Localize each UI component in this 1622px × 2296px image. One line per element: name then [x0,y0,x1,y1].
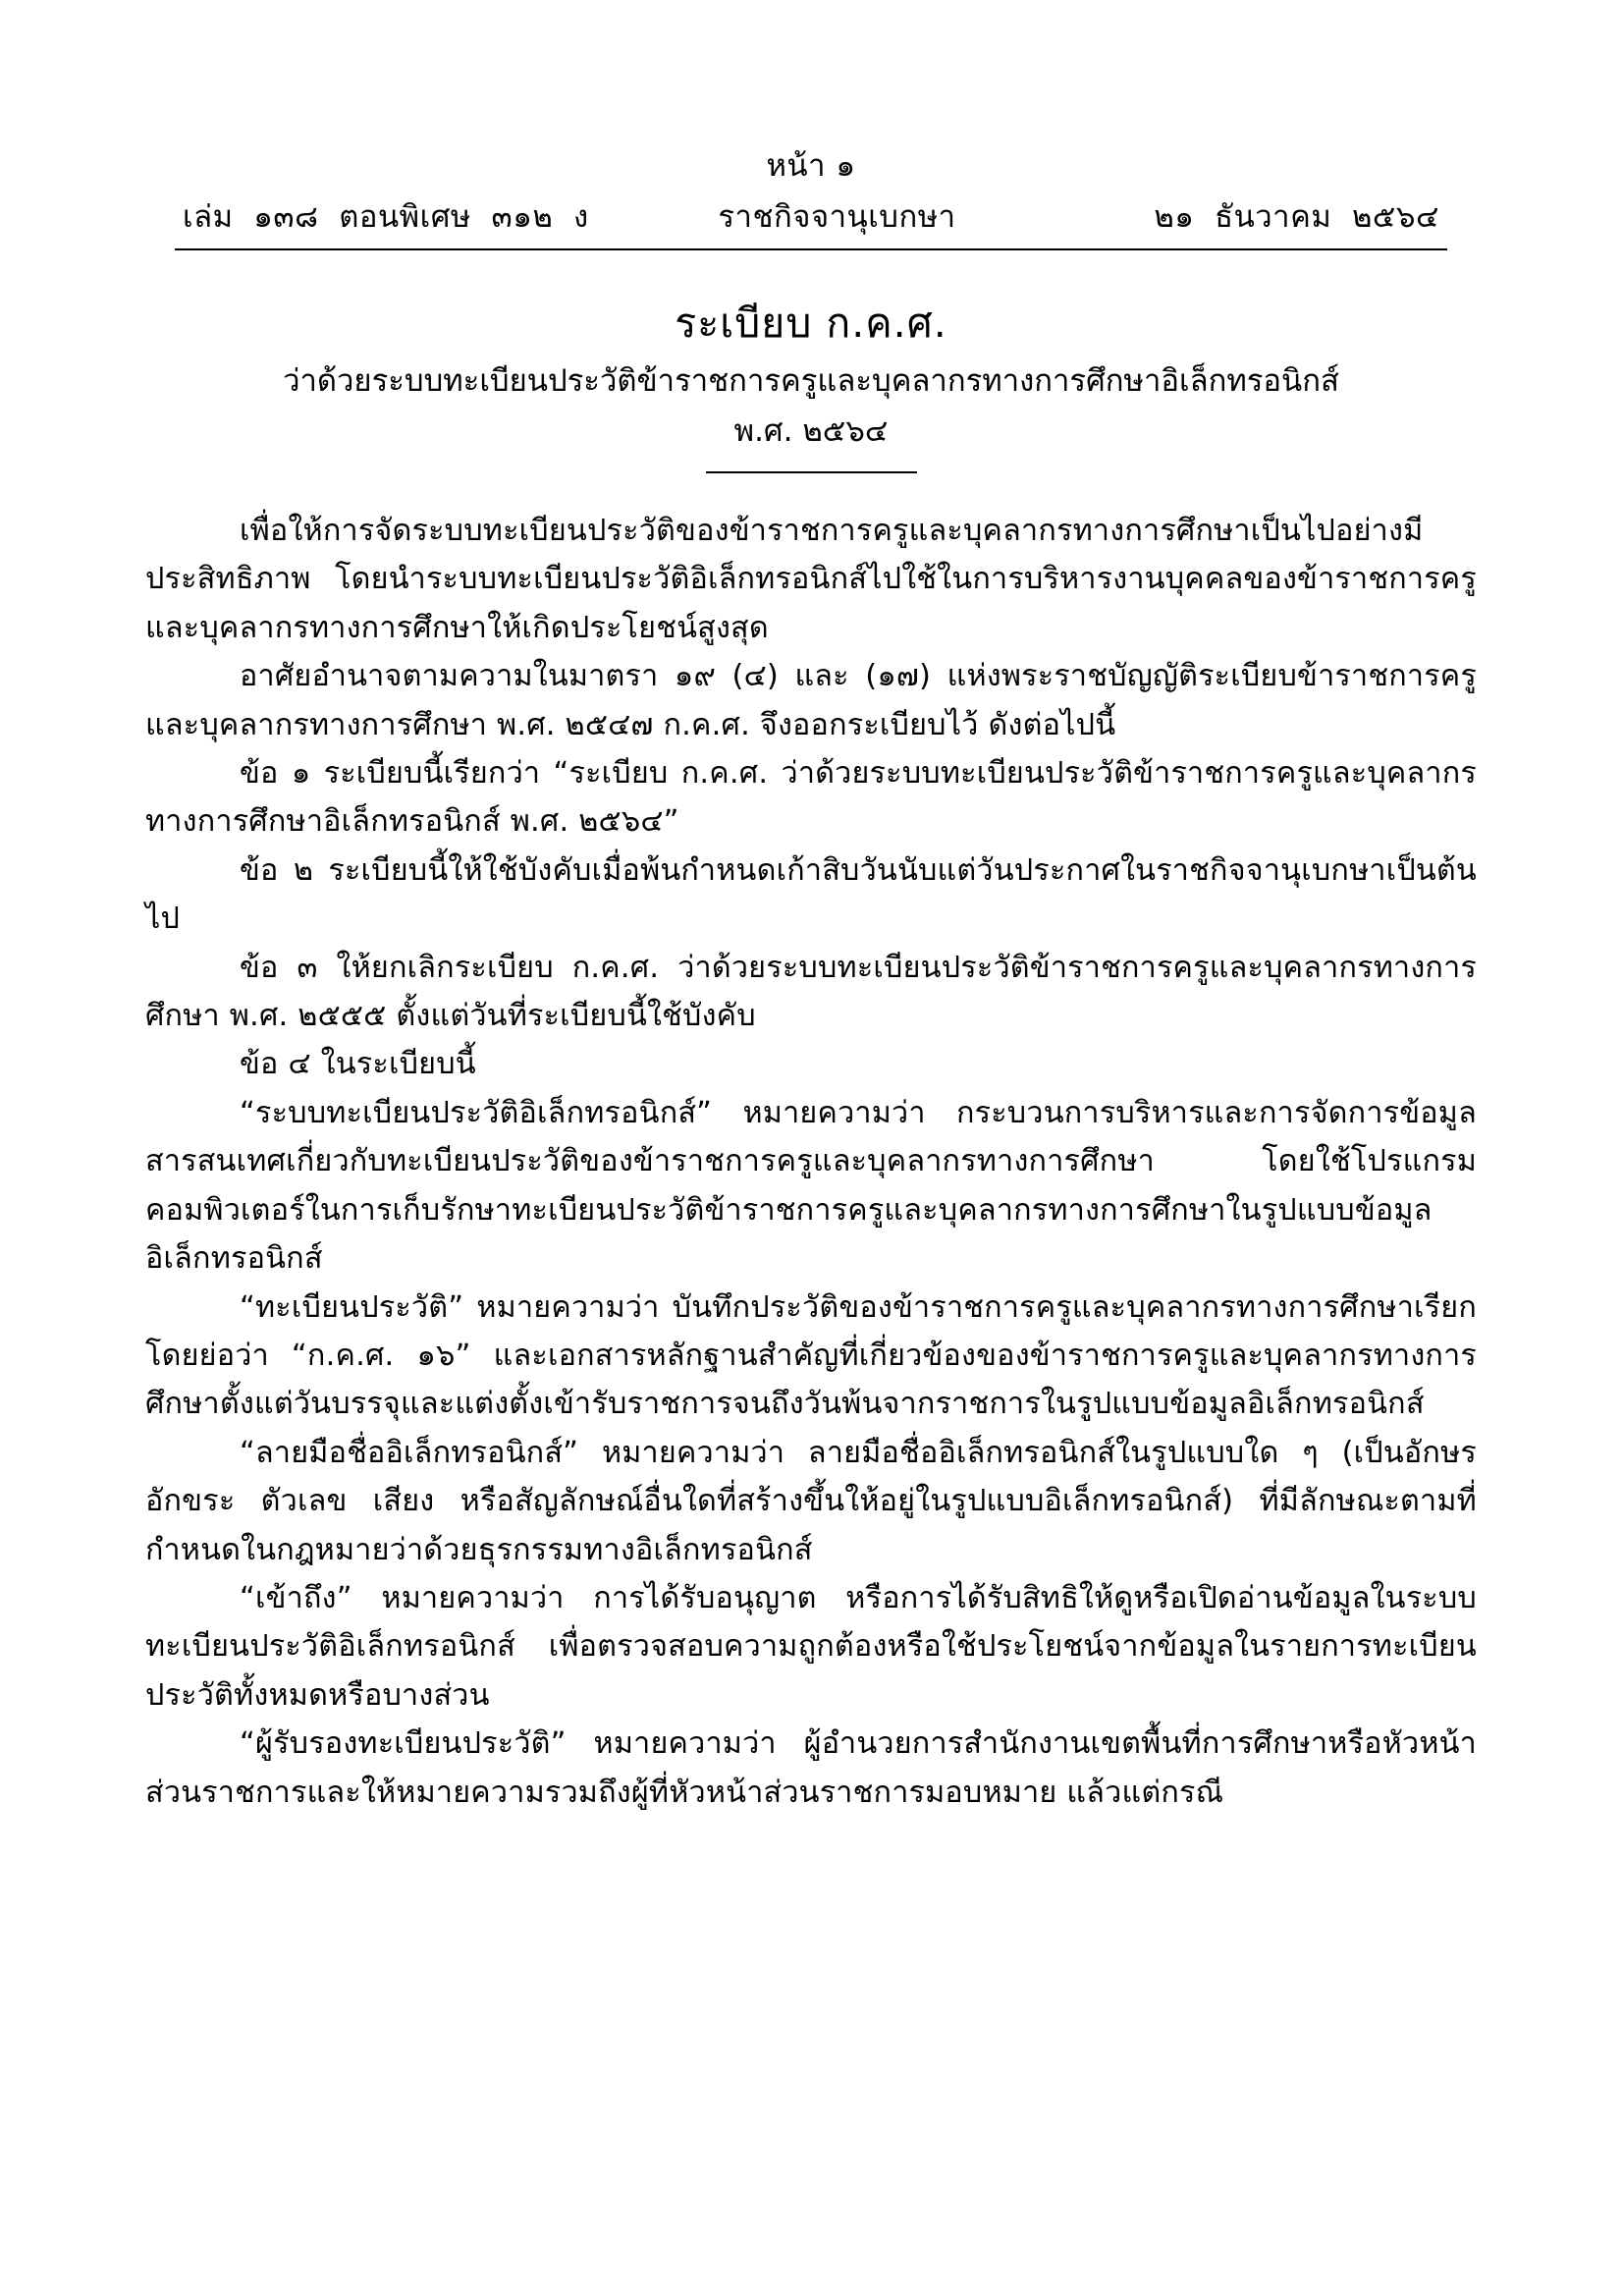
paragraph: เพื่อให้การจัดระบบทะเบียนประวัติของข้าราชการครูและบุคลากรทางการศึกษาเป็นไปอย่างมีประสิทธิภาพ โดยนำระบบทะเบียนประวัติอิเล็กทรอนิกส์ไปใช้ในการบริหารงานบุคคลของข้าราชการครูและบุคลากรทางการศึกษาให้เกิดประโยชน์สูงสุด [145,514,1477,645]
header-gazette-name: ราชกิจจานุเบกษา [718,198,956,235]
title-block [145,296,1477,473]
header-date: ๒๑ ธันวาคม ๒๕๖๔ [1154,198,1439,235]
header-divider [175,248,1447,250]
document-title: ระเบียบ ก.ค.ศ. [675,299,947,347]
paragraph: ข้อ ๔ ในระเบียบนี้ [240,1047,476,1082]
title-divider [706,471,917,473]
paragraph: “ลายมือชื่ออิเล็กทรอนิกส์” หมายความว่า ลายมือชื่ออิเล็กทรอนิกส์ในรูปแบบใด ๆ (เป็นอักษร อักขระ ตัวเลข เสียง หรือสัญลักษณ์อื่นใดที่สร้างขึ้นให้อยู่ในรูปแบบอิเล็กทรอนิกส์) ที่มีลักษณะตามที่กำหนดในกฎหมายว่าด้วยธุรกรรมทางอิเล็กทรอนิกส์ [145,1435,1477,1567]
header-volume: เล่ม ๑๓๘ ตอนพิเศษ ๓๑๒ ง [183,198,589,235]
paragraph: “เข้าถึง” หมายความว่า การได้รับอนุญาต หรือการได้รับสิทธิให้ดูหรือเปิดอ่านข้อมูลในระบบทะเบียนประวัติอิเล็กทรอนิกส์ เพื่อตรวจสอบความถูกต้องหรือใช้ประโยชน์จากข้อมูลในรายการทะเบียนประวัติทั้งหมดหรือบางส่วน [145,1580,1477,1713]
paragraph: “ระบบทะเบียนประวัติอิเล็กทรอนิกส์” หมายความว่า กระบวนการบริหารและการจัดการข้อมูลสารสนเทศเกี่ยวกับทะเบียนประวัติของข้าราชการครูและบุคลากรทางการศึกษา โดยใช้โปรแกรมคอมพิวเตอร์ในการเก็บรักษาทะเบียนประวัติข้าราชการครูและบุคลากรทางการศึกษาในรูปแบบข้อมูลอิเล็กทรอนิกส์ [145,1095,1477,1277]
paragraph: ข้อ ๓ ให้ยกเลิกระเบียบ ก.ค.ศ. ว่าด้วยระบบทะเบียนประวัติข้าราชการครูและบุคลากรทางการศึกษา พ.ศ. ๒๕๕๕ ตั้งแต่วันที่ระเบียบนี้ใช้บังคับ [145,950,1477,1034]
header-page-number: หน้า ๑ [766,148,856,184]
document-subtitle: ว่าด้วยระบบทะเบียนประวัติข้าราชการครูและบุคลากรทางการศึกษาอิเล็กทรอนิกส์ [283,363,1339,400]
document-body [145,507,1477,1817]
paragraph: ข้อ ๑ ระเบียบนี้เรียกว่า “ระเบียบ ก.ค.ศ. ว่าด้วยระบบทะเบียนประวัติข้าราชการครูและบุคลากรทางการศึกษาอิเล็กทรอนิกส์ พ.ศ. ๒๕๖๔” [145,756,1477,840]
paragraph: ข้อ ๒ ระเบียบนี้ให้ใช้บังคับเมื่อพ้นกำหนดเก้าสิบวันนับแต่วันประกาศในราชกิจจานุเบกษาเป็นต้นไป [145,852,1477,937]
title-divider-wrap [145,471,1477,473]
paragraph: “ผู้รับรองทะเบียนประวัติ” หมายความว่า ผู้อำนวยการสำนักงานเขตพื้นที่การศึกษาหรือหัวหน้าส่วนราชการและให้หมายความรวมถึงผู้ที่หัวหน้าส่วนราชการมอบหมาย แล้วแต่กรณี [145,1726,1477,1810]
paragraph: อาศัยอำนาจตามความในมาตรา ๑๙ (๔) และ (๑๗) แห่งพระราชบัญญัติระเบียบข้าราชการครูและบุคลากรทางการศึกษา พ.ศ. ๒๕๔๗ ก.ค.ศ. จึงออกระเบียบไว้ ดังต่อไปนี้ [145,659,1477,742]
paragraph: “ทะเบียนประวัติ” หมายความว่า บันทึกประวัติของข้าราชการครูและบุคลากรทางการศึกษาเรียกโดยย่อว่า “ก.ค.ศ. ๑๖” และเอกสารหลักฐานสำคัญที่เกี่ยวข้องของข้าราชการครูและบุคลากรทางการศึกษาตั้งแต่วันบรรจุและแต่งตั้งเข้ารับราชการจนถึงวันพ้นจากราชการในรูปแบบข้อมูลอิเล็กทรอนิกส์ [145,1289,1477,1422]
document-year: พ.ศ. ๒๕๖๔ [733,413,889,450]
header-row [145,191,1477,241]
page-header [145,147,1477,250]
